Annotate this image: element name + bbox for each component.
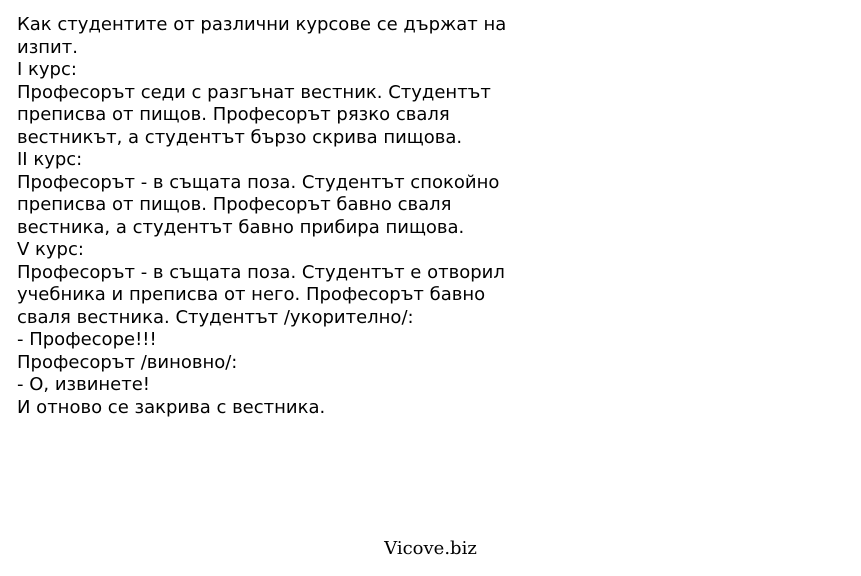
joke-line: изпит.: [17, 36, 78, 58]
joke-line: Професорът - в същата поза. Студентът е отворил: [17, 261, 505, 283]
joke-line: преписва от пищов. Професорът рязко сваля: [17, 104, 450, 125]
joke-line: V курс:: [17, 239, 84, 260]
site-watermark: Vicove.biz: [384, 538, 477, 559]
joke-line: - О, извинете!: [17, 374, 151, 395]
joke-line: - Професоре!!!: [17, 329, 157, 350]
joke-line: II курс:: [17, 149, 83, 170]
joke-line: учебника и преписва от него. Професорът бавно: [17, 284, 486, 305]
joke-line: I курс:: [17, 59, 77, 80]
joke-line: преписва от пищов. Професорът бавно сваля: [17, 194, 452, 215]
joke-text: [17, 14, 577, 419]
joke-line: вестникът, а студентът бързо скрива пищова.: [17, 126, 463, 148]
joke-line: И отново се закрива с вестника.: [17, 396, 326, 418]
joke-line: вестника, а студентът бавно прибира пищова.: [17, 216, 465, 238]
joke-line: Как студентите от различни курсове се държат на: [17, 14, 507, 35]
joke-line: Професорът - в същата поза. Студентът спокойно: [17, 171, 500, 193]
joke-line: Професорът седи с разгънат вестник. Студентът: [17, 81, 491, 103]
joke-line: сваля вестника. Студентът /укорително/:: [17, 306, 414, 328]
joke-line: Професорът /виновно/:: [17, 351, 238, 373]
